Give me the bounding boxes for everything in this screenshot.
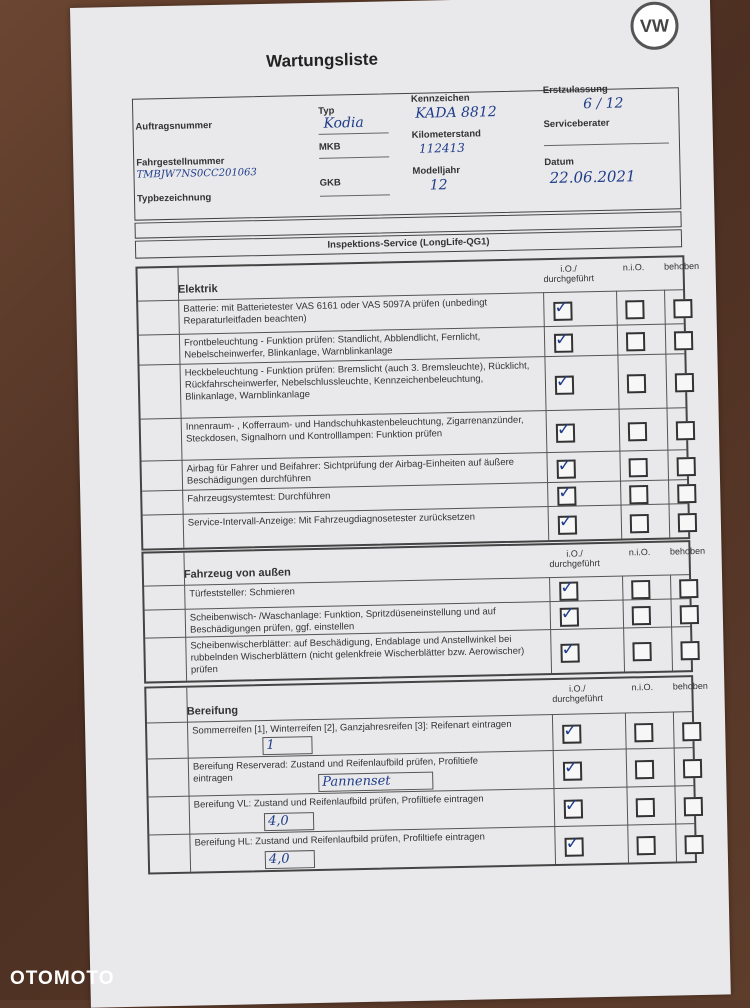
checkbox-io[interactable] bbox=[564, 795, 583, 818]
column-header-io: i.O./ durchgeführt bbox=[549, 548, 601, 570]
checkbox-nio[interactable] bbox=[625, 300, 644, 319]
column-header-behoben: behoben bbox=[663, 260, 700, 272]
section-title: Elektrik bbox=[177, 282, 218, 296]
checkbox-behoben[interactable] bbox=[679, 579, 698, 598]
watermark-logo: OTOMOTO bbox=[10, 968, 115, 989]
checkmark-icon: ✓ bbox=[555, 371, 571, 392]
section-title: Fahrzeug von außen bbox=[183, 566, 291, 581]
checkbox-io[interactable] bbox=[556, 419, 575, 443]
kilometerstand-label: Kilometerstand bbox=[411, 128, 481, 141]
typbezeichnung-label: Typbezeichnung bbox=[136, 192, 212, 205]
fahrgestellnummer-label: Fahrgestellnummer bbox=[136, 155, 225, 169]
checkbox-io[interactable] bbox=[557, 455, 576, 479]
section-1 bbox=[135, 255, 700, 550]
checkmark-icon: ✓ bbox=[558, 511, 574, 532]
checkbox-io[interactable] bbox=[554, 329, 573, 353]
checkmark-icon: ✓ bbox=[556, 419, 572, 440]
checkbox-io[interactable] bbox=[558, 511, 577, 534]
checkbox-behoben[interactable] bbox=[677, 484, 696, 503]
column-header-nio: n.i.O. bbox=[622, 262, 645, 273]
checkmark-icon: ✓ bbox=[561, 639, 577, 660]
checkbox-behoben[interactable] bbox=[677, 457, 696, 476]
checkmark-icon: ✓ bbox=[565, 833, 581, 854]
checkbox-behoben[interactable] bbox=[674, 331, 693, 350]
column-header-nio: n.i.O. bbox=[631, 681, 654, 693]
checkbox-nio[interactable] bbox=[632, 642, 651, 661]
checkbox-nio[interactable] bbox=[629, 485, 648, 504]
checkbox-io[interactable] bbox=[562, 720, 581, 743]
row-text: Heckbeleuchtung - Funktion prüfen: Bremslicht (auch 3. Bremsleuchte), Rücklicht, Rückfahrscheinwerfer, Nebelschlussleuchte, Kennzeichenbeleuchtung, Blinkanlage, Warnblinkanlage bbox=[184, 360, 530, 403]
checkmark-icon: ✓ bbox=[563, 720, 578, 741]
checkbox-io[interactable] bbox=[560, 639, 579, 662]
entry-field[interactable]: Pannenset bbox=[318, 772, 433, 792]
modelljahr-label: Modelljahr bbox=[412, 164, 461, 177]
checkbox-behoben[interactable] bbox=[675, 373, 694, 392]
row-text: Service-Intervall-Anzeige: Mit Fahrzeugdiagnosetester zurücksetzen bbox=[187, 511, 476, 529]
row-text: Scheibenwischerblätter: auf Beschädigung, Endablage und Anstellwinkel bei rubbelnden Wischerblättern (nicht gelenkfreie Wischerblätter bzw. Aerowischer) prüfen bbox=[190, 633, 525, 676]
checkbox-io[interactable] bbox=[557, 482, 576, 506]
row-text: Innenraum- , Kofferraum- und Handschuhkastenbeleuchtung, Zigarrenanzünder, Steckdosen, Signalhorn und Kontrolllampen: Funktion prüfen bbox=[185, 414, 524, 445]
checkbox-nio[interactable] bbox=[626, 332, 645, 351]
checkbox-nio[interactable] bbox=[627, 374, 646, 393]
fahrgestellnummer-value: TMBJW7NS0CC201063 bbox=[136, 167, 257, 181]
entry-field[interactable]: 1 bbox=[262, 736, 312, 755]
column-header-io: i.O./ durchgeführt bbox=[552, 683, 603, 705]
checkbox-behoben[interactable] bbox=[684, 797, 703, 816]
checkbox-behoben[interactable] bbox=[680, 641, 699, 660]
checkbox-nio[interactable] bbox=[636, 798, 655, 817]
column-header-io: i.O./ durchgeführt bbox=[543, 263, 595, 285]
checkbox-io[interactable] bbox=[555, 371, 574, 395]
checkmark-icon: ✓ bbox=[564, 795, 580, 816]
checkmark-icon: ✓ bbox=[560, 603, 576, 624]
checkmark-icon: ✓ bbox=[563, 757, 579, 778]
service-title: Inspektions-Service (LongLife-QG1) bbox=[135, 229, 682, 258]
document-sheet bbox=[70, 0, 731, 1008]
checkmark-icon: ✓ bbox=[558, 482, 573, 503]
checkbox-nio[interactable] bbox=[629, 458, 648, 477]
row-text: Fahrzeugsystemtest: Durchführen bbox=[187, 490, 331, 505]
checkbox-nio[interactable] bbox=[631, 580, 650, 599]
section-2 bbox=[141, 540, 706, 683]
row-text: Frontbeleuchtung - Funktion prüfen: Standlicht, Abblendlicht, Fernlicht, Nebelscheinwerfer, Blinkanlage, Warnblinkanlage bbox=[183, 331, 481, 361]
column-header-behoben: behoben bbox=[672, 680, 708, 692]
kilometerstand-value: 112413 bbox=[418, 140, 465, 156]
section-3 bbox=[144, 675, 708, 874]
checkmark-icon: ✓ bbox=[554, 329, 570, 350]
checkbox-behoben[interactable] bbox=[673, 299, 692, 318]
typ-label: Typ bbox=[318, 105, 335, 117]
checkbox-behoben[interactable] bbox=[676, 421, 695, 440]
datum-value: 22.06.2021 bbox=[549, 167, 636, 187]
checkmark-icon: ✓ bbox=[554, 297, 569, 318]
modelljahr-value: 12 bbox=[429, 177, 448, 194]
checkbox-nio[interactable] bbox=[630, 514, 649, 533]
gkb-label: GKB bbox=[319, 177, 341, 189]
checkbox-behoben[interactable] bbox=[683, 759, 702, 778]
checkbox-behoben[interactable] bbox=[682, 722, 701, 741]
checkbox-nio[interactable] bbox=[635, 760, 654, 779]
row-text: Scheibenwisch- /Waschanlage: Funktion, Spritzdüseneinstellung und auf Beschädigungen prüfen, ggf. einstellen bbox=[189, 606, 496, 636]
checkbox-behoben[interactable] bbox=[678, 513, 697, 532]
mkb-label: MKB bbox=[318, 141, 341, 153]
vehicle-info-box bbox=[132, 83, 681, 220]
section-title: Bereifung bbox=[186, 704, 239, 718]
row-text: Bereifung HL: Zustand und Reifenlaufbild prüfen, Profiltiefe eintragen bbox=[194, 831, 486, 849]
typ-value: Kodia bbox=[323, 114, 364, 132]
serviceberater-label: Serviceberater bbox=[543, 117, 610, 131]
erstzulassung-value: 6 / 12 bbox=[582, 95, 624, 113]
checkbox-io[interactable] bbox=[559, 577, 578, 600]
row-text: Batterie: mit Batterietester VAS 6161 oder VAS 5097A prüfen (unbedingt Reparaturleitfaden beachten) bbox=[183, 297, 488, 327]
entry-field[interactable]: 4,0 bbox=[264, 812, 314, 831]
checkbox-behoben[interactable] bbox=[680, 605, 699, 624]
checkmark-icon: ✓ bbox=[557, 455, 573, 476]
checkbox-nio[interactable] bbox=[628, 422, 647, 441]
column-header-behoben: behoben bbox=[669, 545, 706, 557]
checkbox-io[interactable] bbox=[563, 757, 582, 780]
row-text: Bereifung Reserverad: Zustand und Reifenlaufbild prüfen, Profiltiefe eintragen bbox=[192, 755, 479, 785]
row-text: Sommerreifen [1], Winterreifen [2], Ganzjahresreifen [3]: Reifenart eintragen bbox=[192, 718, 512, 737]
checkbox-io[interactable] bbox=[553, 297, 572, 321]
row-text: Airbag für Fahrer und Beifahrer: Sichtprüfung der Airbag-Einheiten auf äußere Beschädigungen durchführen bbox=[186, 456, 515, 487]
erstzulassung-label: Erstzulassung bbox=[542, 83, 608, 97]
kennzeichen-value: KADA 8812 bbox=[415, 104, 497, 122]
checkbox-io[interactable] bbox=[560, 603, 579, 626]
checkbox-behoben[interactable] bbox=[684, 835, 703, 854]
row-text: Bereifung VL: Zustand und Reifenlaufbild prüfen, Profiltiefe eintragen bbox=[193, 793, 484, 811]
checkbox-nio[interactable] bbox=[636, 836, 655, 855]
vw-logo: VW bbox=[630, 1, 679, 50]
datum-label: Datum bbox=[544, 156, 575, 169]
checkmark-icon: ✓ bbox=[560, 577, 575, 598]
row-text: Türfeststeller: Schmieren bbox=[189, 586, 295, 600]
checkbox-nio[interactable] bbox=[634, 723, 653, 742]
entry-field[interactable]: 4,0 bbox=[265, 850, 315, 869]
column-header-nio: n.i.O. bbox=[628, 546, 651, 558]
kennzeichen-label: Kennzeichen bbox=[410, 92, 470, 105]
auftragsnummer-label: Auftragsnummer bbox=[135, 120, 213, 133]
checkbox-io[interactable] bbox=[564, 833, 583, 856]
page-title: Wartungsliste bbox=[265, 49, 379, 71]
checkbox-nio[interactable] bbox=[632, 606, 651, 625]
